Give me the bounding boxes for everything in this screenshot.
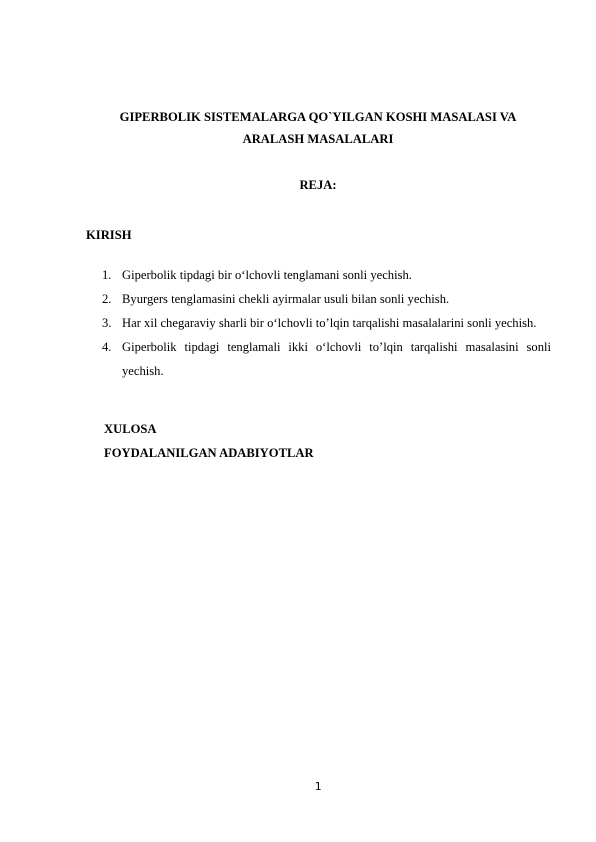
plan-list [102, 263, 551, 383]
conclusion-heading: XULOSA [104, 422, 157, 436]
references-heading: FOYDALANILGAN ADABIYOTLAR [104, 446, 314, 460]
plan-item-number: 3. [102, 316, 112, 330]
plan-item-text: Byurgers tenglamasini chekli ayirmalar usuli bilan sonli yechish. [122, 292, 450, 306]
document-title [60, 106, 576, 150]
plan-item [102, 311, 551, 335]
plan-item [102, 287, 551, 311]
plan-heading: REJA: [299, 178, 337, 192]
plan-item [102, 263, 551, 287]
page-number: 1 [314, 780, 322, 793]
document-title-line-1: GIPERBOLIK SISTEMALARGA QO`YILGAN KOSHI MASALASI VA [119, 110, 517, 124]
document-title-line-2: ARALASH MASALALARI [242, 132, 394, 146]
plan-item-number: 2. [102, 292, 112, 306]
plan-item-text: Giperbolik tipdagi tenglamali ikki o‘lchovli to’lqin tarqalishi masalasini sonli yechish. [122, 340, 551, 378]
plan-item-text: Har xil chegaraviy sharli bir o‘lchovli to’lqin tarqalishi masalalarini sonli yechish. [122, 316, 537, 330]
intro-heading: KIRISH [86, 228, 132, 242]
plan-item-number: 1. [102, 268, 112, 282]
closing-sections [104, 417, 314, 465]
plan-item-number: 4. [102, 340, 112, 354]
plan-item [102, 335, 551, 383]
plan-item-text: Giperbolik tipdagi bir o‘lchovli tenglamani sonli yechish. [122, 268, 412, 282]
